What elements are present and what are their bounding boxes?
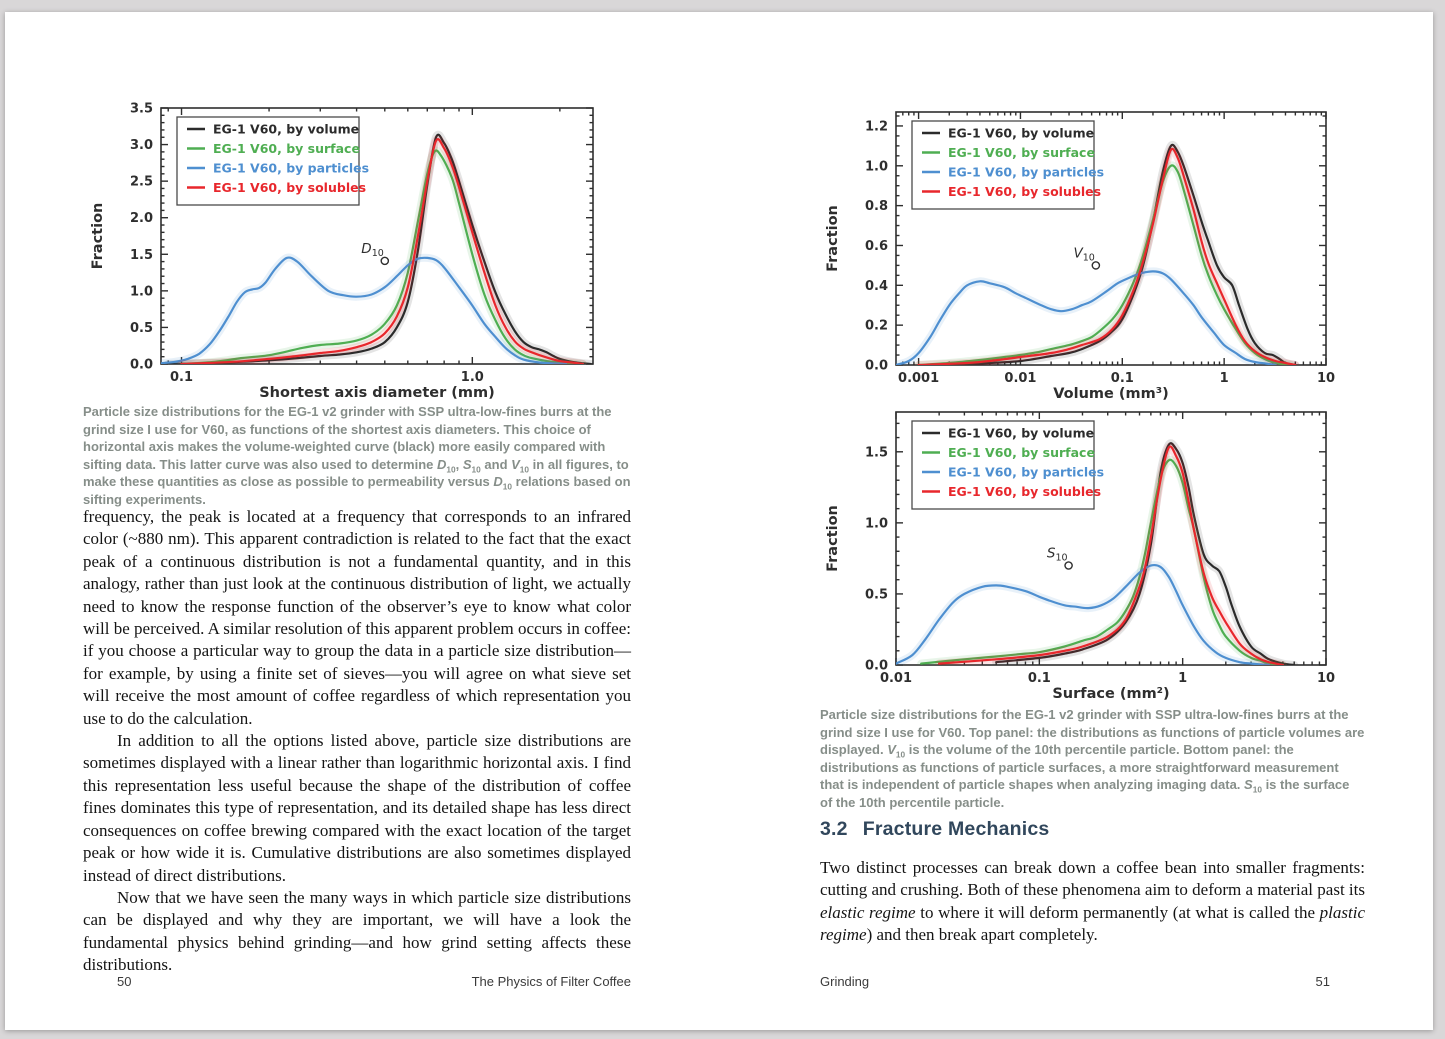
svg-text:EG-1 V60, by solubles: EG-1 V60, by solubles <box>948 484 1102 499</box>
svg-text:0.01: 0.01 <box>879 671 913 686</box>
svg-text:0.5: 0.5 <box>129 320 153 336</box>
svg-text:0.01: 0.01 <box>1004 371 1037 386</box>
svg-text:2.5: 2.5 <box>129 174 153 190</box>
svg-text:1.5: 1.5 <box>129 247 153 263</box>
chart-legend <box>177 117 369 205</box>
svg-text:0.0: 0.0 <box>864 358 888 374</box>
paragraph: frequency, the peak is located at a frequency that corresponds to an infrared color (~880 nm). This apparent contradiction is related to the fact that the exact peak of a continuous distribution is not a fundamental quantity, and in this analogy, rather than just look at the continuous distribution of light, we actually need to know the response function of the observer’s eye to know what color will be perceived. A similar resolution of this apparent problem occurs in coffee: if you choose a particular way to group the data in a particle size distribution—for example, by using a finite set of sieves—you will agree on what sieve set will receive the most amount of coffee regardless of which representation you use to do the calculation. <box>83 507 631 728</box>
section-title: Fracture Mechanics <box>862 818 1050 840</box>
svg-text:Fraction: Fraction <box>825 205 841 272</box>
chapter-title: Grinding <box>820 974 870 989</box>
volume-distribution-chart <box>820 100 1338 405</box>
svg-text:EG-1 V60, by volume: EG-1 V60, by volume <box>948 125 1095 141</box>
svg-text:S10: $S_{10}$ <box>1046 545 1068 564</box>
svg-text:10: 10 <box>1316 371 1336 386</box>
svg-text:0.6: 0.6 <box>864 238 888 254</box>
diameter-distribution-chart <box>85 96 605 404</box>
page-number: 51 <box>1315 974 1330 989</box>
percentile-annotation <box>1074 245 1100 269</box>
svg-text:3.5: 3.5 <box>129 101 153 117</box>
svg-text:1.5: 1.5 <box>864 445 888 461</box>
book-title: The Physics of Filter Coffee <box>471 974 631 989</box>
page-number: 50 <box>117 974 132 989</box>
svg-text:1.0: 1.0 <box>460 370 484 385</box>
svg-text:0.001: 0.001 <box>898 371 940 386</box>
section-heading <box>820 818 1365 841</box>
right-page-footer <box>820 974 1330 989</box>
surface-distribution-chart <box>820 400 1338 705</box>
chart-legend <box>912 421 1104 509</box>
left-figure-caption: Particle size distributions for the EG-1 v2 grinder with SSP ultra-low-fines burrs at the grind size I use for V60, as functions of the shortest axis diameters. This choice of horizontal axis makes the volume-weighted curve (black) more easily compared with sifting data. This latter curve was also used to determine $D_{10}$, $S_{10}$ and $V_{10}$ in all figures, to make these quantities as close as possible to permeability versus $D_{10}$ relations based on sifting experiments. <box>83 404 631 507</box>
svg-text:EG-1 V60, by solubles: EG-1 V60, by solubles <box>213 180 367 195</box>
svg-text:0.1: 0.1 <box>170 370 194 385</box>
svg-text:1: 1 <box>1219 371 1229 386</box>
svg-text:0.5: 0.5 <box>864 587 888 603</box>
svg-text:EG-1 V60, by volume: EG-1 V60, by volume <box>948 425 1095 441</box>
paragraph: In addition to all the options listed above, particle size distributions are sometimes displayed with a linear rather than logarithmic horizontal axis. I find this representation less useful because the shape of the distribution of coffee fines dominates this type of representation, and its detailed shape has less direct consequences on coffee brewing compared with the exact location of the target peak or how wide it is. Cumulative distributions are also sometimes displayed instead of direct distributions. <box>83 731 631 885</box>
svg-text:EG-1 V60, by surface: EG-1 V60, by surface <box>213 141 360 156</box>
svg-text:0.8: 0.8 <box>864 199 888 215</box>
right-body-text <box>820 857 1365 947</box>
paragraph: Two distinct processes can break down a coffee bean into smaller fragments: cutting and crushing. Both of these phenomena aim to deform a material past its elastic regime to where it will deform permanently (at what is called the plastic regime) and then break apart completely. <box>820 858 1365 945</box>
svg-text:0.0: 0.0 <box>129 357 153 373</box>
left-page-footer <box>83 974 631 989</box>
book-spread <box>5 12 1433 1030</box>
percentile-annotation <box>361 241 388 265</box>
right-figure-caption: Particle size distributions for the EG-1 v2 grinder with SSP ultra-low-fines burrs at the grind size I use for V60. Top panel: the distributions as functions of particle volumes are displayed. $V_{10}$ is the volume of the 10th percentile particle. Bottom panel: the distributions as functions of particle surfaces, a more straightforward measurement that is independent of particle shapes when analyzing imaging data. $S_{10}$ is the surface of the 10th percentile particle. <box>820 707 1365 810</box>
svg-text:0.2: 0.2 <box>864 318 888 334</box>
svg-text:EG-1 V60, by solubles: EG-1 V60, by solubles <box>948 184 1102 199</box>
svg-text:EG-1 V60, by surface: EG-1 V60, by surface <box>948 145 1095 160</box>
svg-text:1: 1 <box>1178 671 1188 686</box>
percentile-annotation <box>1047 546 1072 570</box>
svg-text:EG-1 V60, by particles: EG-1 V60, by particles <box>948 164 1105 180</box>
svg-text:EG-1 V60, by particles: EG-1 V60, by particles <box>948 464 1105 480</box>
svg-text:0.1: 0.1 <box>1110 371 1134 386</box>
svg-text:Fraction: Fraction <box>825 505 841 572</box>
svg-text:EG-1 V60, by volume: EG-1 V60, by volume <box>213 121 360 137</box>
svg-text:D10: $D_{10}$ <box>361 240 384 259</box>
svg-text:0.4: 0.4 <box>864 278 888 294</box>
svg-text:Shortest axis diameter (mm): Shortest axis diameter (mm) <box>259 385 495 401</box>
paragraph: Now that we have seen the many ways in which particle size distributions can be displayed and why they are important, we will have a look the fundamental physics behind grinding—and how grind setting affects these distributions. <box>83 887 631 975</box>
svg-text:EG-1 V60, by particles: EG-1 V60, by particles <box>213 160 370 176</box>
svg-text:Surface (mm²): Surface (mm²) <box>1052 686 1170 702</box>
svg-text:2.0: 2.0 <box>129 211 153 227</box>
svg-text:V10: $V_{10}$ <box>1073 245 1095 264</box>
section-number: 3.2 <box>820 818 848 840</box>
svg-text:EG-1 V60, by surface: EG-1 V60, by surface <box>948 445 1095 460</box>
svg-text:10: 10 <box>1316 671 1336 686</box>
left-body-text <box>83 506 631 977</box>
svg-text:1.2: 1.2 <box>864 119 888 135</box>
svg-text:Fraction: Fraction <box>90 202 106 270</box>
svg-text:0.1: 0.1 <box>1027 671 1051 686</box>
chart-legend <box>912 121 1104 209</box>
svg-text:0.0: 0.0 <box>864 658 888 674</box>
svg-text:1.0: 1.0 <box>129 284 153 300</box>
svg-text:3.0: 3.0 <box>129 138 153 154</box>
svg-text:1.0: 1.0 <box>864 159 888 175</box>
svg-text:1.0: 1.0 <box>864 516 888 532</box>
svg-text:Volume (mm³): Volume (mm³) <box>1053 386 1169 402</box>
